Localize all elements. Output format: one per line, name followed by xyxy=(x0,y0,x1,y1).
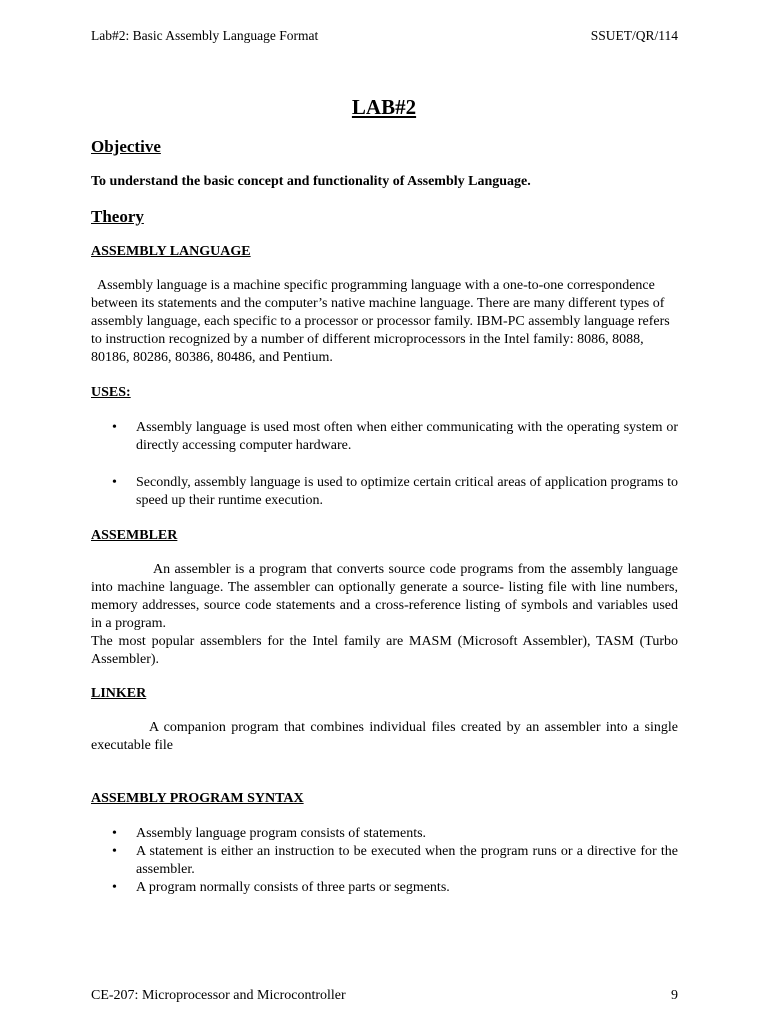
syntax-item-text: A statement is either an instruction to be executed when the program runs or a directive for the assembler. xyxy=(136,844,678,877)
syntax-item-text: A program normally consists of three parts or segments. xyxy=(136,880,450,895)
list-item xyxy=(91,879,678,897)
list-item xyxy=(91,474,678,510)
syntax-item-text: Assembly language program consists of statements. xyxy=(136,826,427,841)
assembly-language-heading: ASSEMBLY LANGUAGE xyxy=(91,244,251,259)
objective-heading: Objective xyxy=(91,137,161,156)
running-header-title: Lab#2: Basic Assembly Language Format xyxy=(91,28,319,43)
bullet-icon: • xyxy=(112,475,117,490)
theory-heading: Theory xyxy=(91,207,144,226)
uses-item-text: Assembly language is used most often when either communicating with the operating system or directly accessing computer hardware. xyxy=(136,420,678,453)
assembler-paragraph xyxy=(91,561,678,669)
bullet-icon: • xyxy=(112,844,117,859)
bullet-icon: • xyxy=(112,880,117,895)
uses-item-text: Secondly, assembly language is used to optimize certain critical areas of application programs to speed up their runtime execution. xyxy=(136,475,678,508)
assembler-text-2: The most popular assemblers for the Intel family are MASM (Microsoft Assembler), TASM (Turbo Assembler). xyxy=(91,634,678,667)
objective-text: To understand the basic concept and functionality of Assembly Language. xyxy=(91,174,531,189)
running-footer-course: CE-207: Microprocessor and Microcontroller xyxy=(91,988,346,1003)
page-number: 9 xyxy=(671,988,678,1003)
linker-heading: LINKER xyxy=(91,686,147,701)
running-header-code: SSUET/QR/114 xyxy=(590,28,678,43)
syntax-list xyxy=(91,825,678,897)
assembly-language-paragraph xyxy=(91,277,678,367)
bullet-icon: • xyxy=(112,420,117,435)
list-item xyxy=(91,419,678,455)
assembler-text-1: An assembler is a program that converts source code programs from the assembly language into machine language. The assembler can optionally generate a source- listing file with line numbers, memory addresses, source code statements and a cross-reference listing of symbols and variables used in a program. xyxy=(91,562,678,631)
linker-paragraph xyxy=(91,719,678,755)
page-title xyxy=(0,95,768,120)
assembly-language-text: Assembly language is a machine specific programming language with a one-to-one correspondence between its statements and the computer’s native machine language. There are many different types of assembly language, each specific to a processor or processor family. IBM-PC assembly language refers to instruction recognized by a number of different microprocessors in the Intel family: 8086, 8088, 80186, 80286, 80386, 80486, and Pentium. xyxy=(91,278,670,365)
list-item xyxy=(91,843,678,879)
page-title-text: LAB#2 xyxy=(351,95,417,119)
assembler-heading: ASSEMBLER xyxy=(91,528,178,543)
bullet-icon: • xyxy=(112,826,117,841)
linker-text: A companion program that combines individual files created by an assembler into a single executable file xyxy=(91,720,678,753)
syntax-heading: ASSEMBLY PROGRAM SYNTAX xyxy=(91,791,304,806)
list-item xyxy=(91,825,678,843)
uses-heading: USES: xyxy=(91,385,131,400)
uses-list xyxy=(91,419,678,510)
